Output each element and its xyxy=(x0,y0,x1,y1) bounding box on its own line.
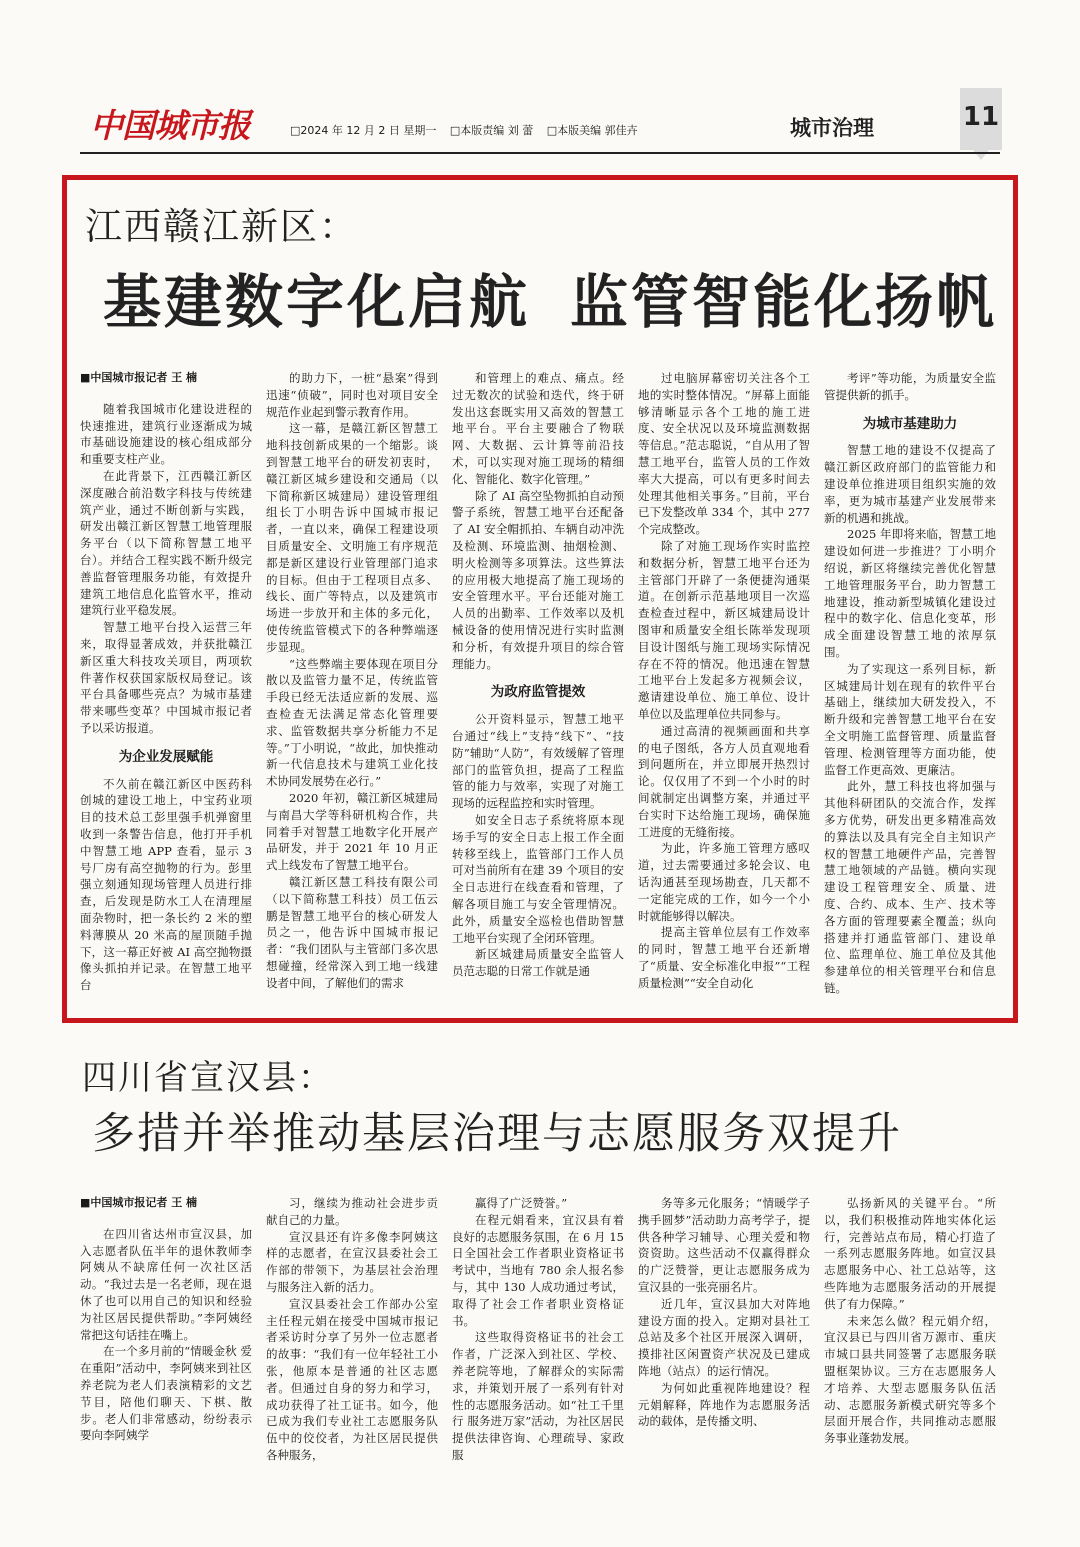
masthead xyxy=(80,100,1000,152)
article1-title-a: 基建数字化启航 xyxy=(103,268,531,336)
page-number: 11 xyxy=(960,88,1002,150)
paragraph: 和管理上的难点、痛点。经过无数次的试验和迭代，终于研发出这套既实用又高效的智慧工地平台。平台主要融合了物联网、大数据、云计算等前沿技术，可以实现对施工现场的精细化、智能化、数字化管理。” xyxy=(452,371,624,486)
paragraph: 近几年，宣汉县加大对阵地建设方面的投入。定期对县社工总站及多个社区开展深入调研，摸排社区闲置资产状况及已建成阵地（站点）的运行情况。 xyxy=(638,1296,810,1378)
paragraph: 未来怎么做？程元娟介绍，宜汉县已与四川省万源市、重庆市城口县共同签署了志愿服务联盟框架协议。三方在志愿服务人才培养、大型志愿服务队伍活动、志愿服务新模式研究等多个层面开展合作，共同推动志愿服务事业蓬勃发展。 xyxy=(824,1313,996,1446)
paragraph: 习，继续为推动社会进步贡献自己的力量。 xyxy=(266,1196,438,1227)
paragraph: 在此背景下，江西赣江新区深度融合前沿数字科技与传统建筑产业，通过不断创新与实践，研发出赣江新区智慧工地管理服务平台（以下简称智慧工地平台）。并结合工程实践不断升级完善监督管理服务功能，有效提升建筑工地信息化监管水平，推动建筑行业平稳发展。 xyxy=(80,468,252,618)
article1-col-1 xyxy=(80,370,252,1010)
page-designer: □本版美编 郭佳卉 xyxy=(546,124,638,137)
article2-col-5 xyxy=(824,1195,996,1525)
paragraph: 除了对施工现场作实时监控和数据分析，智慧工地平台还为主管部门开辟了一条便捷沟通渠道。在创新示范基地项目一次巡查检查过程中，新区城建局设计图审和质量安全组长陈举发现项目设计图纸与施工现场实际情况存在不符的情况。他迅速在智慧工地平台上发起多方视频会议，邀请建设单位、施工单位、设计单位以及监理单位共同参与。 xyxy=(638,538,810,721)
paragraph: 考评”等功能，为质量安全监管提供新的抓手。 xyxy=(824,371,996,402)
paragraph: 不久前在赣江新区中医药科创城的建设工地上，中宝药业项目的技术总工彭里强手机弹窗里收到一条警告信息，他打开手机中智慧工地 APP 查看，显示 3 号厂房有高空抛物的行为。彭里强立刻通知现场管理人员进行排查，后发现是防水工人在清理屋面杂物时，把一条长约 2 米的塑料薄膜从 20 米高的屋顶随手抛下，这一幕正好被 AI 高空抛物摄像头抓拍并记录。在智慧工地平台 xyxy=(80,776,252,993)
article1-col-5 xyxy=(824,370,996,1010)
paragraph: 除了 AI 高空坠物抓拍自动预警子系统，智慧工地平台还配备了 AI 安全帽抓拍、车辆自动冲洗及检测、环境监测、抽烟检测、明火检测等多项算法。这些算法的应用极大地提高了施工现场的安全管理水平。平台还能对施工人员的出勤率、工作效率以及机械设备的使用情况进行实时监测和分析，有效提升项目的综合管理能力。 xyxy=(452,488,624,671)
subhead-enterprise: 为企业发展赋能 xyxy=(118,748,214,765)
newspaper-logo: 中国城市报 xyxy=(90,106,250,145)
article2-col-2 xyxy=(266,1195,438,1525)
article1-col-4 xyxy=(638,370,810,1010)
paragraph: 宣汉县还有许多像李阿姨这样的志愿者，在宣汉县委社会工作部的带领下，为基层社会治理与服务注入新的活力。 xyxy=(266,1229,438,1294)
issue-meta xyxy=(290,122,648,138)
header-rule xyxy=(80,152,1000,154)
paragraph: 提高主管单位层有工作效率的同时，智慧工地平台还新增了“质量、安全标准化申报”“工程质量检测”“安全自动化 xyxy=(638,925,810,990)
article1-col-3 xyxy=(452,370,624,1010)
paragraph: “这些弊端主要体现在项目分散以及监管力量不足，传统监管手段已经无法适应新的发展、巡查检查无法满足常态化管理要求、监管数据共享分析能力不足等。”丁小明说，“故此，加快推动新一代信息技术与建筑工业化技术协同发展势在必行。” xyxy=(266,656,438,789)
paragraph: 赣江新区慧工科技有限公司（以下简称慧工科技）员工伍云鹏是智慧工地平台的核心研发人员之一，他告诉中国城市报记者：“我们团队与主管部门多次思想碰撞，经常深入到工地一线建设者中间，了解他们的需求 xyxy=(266,874,438,990)
paragraph: 2020 年初，赣江新区城建局与南昌大学等科研机构合作，共同着手对智慧工地数字化开展产品研发，并于 2021 年 10 月正式上线发布了智慧工地平台。 xyxy=(266,790,438,873)
paragraph: 随着我国城市化建设进程的快速推进，建筑行业逐渐成为城市基础设施建设的核心组成部分和重要支柱产业。 xyxy=(80,401,252,467)
article2-col-1 xyxy=(80,1195,252,1525)
paragraph: 公开资料显示，智慧工地平台通过“线上”支持“线下”、“技防”辅助“人防”，有效缓解了管理部门的监管负担，提高了工程监管的能力与效率，实现了对施工现场的远程监控和实时管理。 xyxy=(452,712,624,811)
article2-title: 多措并举推动基层治理与志愿服务双提升 xyxy=(92,1109,902,1159)
paragraph: 智慧工地平台投入运营三年来，取得显著成效，并获批赣江新区重大科技攻关项目，两项软件著作权获国家版权局登记。该平台具备哪些亮点？为城市基建带来哪些变革？中国城市报记者予以采访报道。 xyxy=(80,620,252,735)
paragraph: 弘扬新风的关键平台。“所以，我们积极推动阵地实体化运行，完善站点布局，精心打造了一系列志愿服务阵地。如宣汉县志愿服务中心、社工总站等，这些阵地为志愿服务活动的开展提供了有力保障。” xyxy=(824,1196,996,1311)
page-editor: □本版责编 刘 蕾 xyxy=(449,124,534,137)
paragraph: 为何如此重视阵地建设？程元娟解释，阵地作为志愿服务活动的载体，是传播文明、 xyxy=(638,1380,810,1429)
article1-col-2 xyxy=(266,370,438,1010)
article1-subtitle: 江西赣江新区： xyxy=(85,205,358,248)
paragraph: 宣汉县委社会工作部办公室主任程元娟在接受中国城市报记者采访时分享了另外一位志愿者的故事：“我们有一位年轻社工小张，他原本是普通的社区志愿者。但通过自身的努力和学习，成功获得了社工证书。如今，他已成为我们专业社工志愿服务队伍中的佼佼者，为社区居民提供各种服务， xyxy=(266,1296,438,1462)
article2-subtitle: 四川省宣汉县： xyxy=(82,1058,334,1098)
section-name: 城市治理 xyxy=(790,116,874,140)
issue-date: □2024 年 12 月 2 日 星期一 xyxy=(290,124,437,137)
article2-col-4 xyxy=(638,1195,810,1525)
paragraph: 2025 年即将来临，智慧工地建设如何进一步推进？丁小明介绍说，新区将继续完善优化智慧工地管理服务平台，助力智慧工地建设，推动新型城镇化建设过程中的数字化、信息化变革，形成全面建设智慧工地的浓厚氛围。 xyxy=(824,527,996,659)
subhead-gov: 为政府监管提效 xyxy=(490,684,586,701)
paragraph: 新区城建局质量安全监管人员范志聪的日常工作就是通 xyxy=(452,947,624,979)
paragraph: 在四川省达州市宣汉县，加入志愿者队伍半年的退休教师李阿姨从不缺席任何一次社区活动。“我过去是一名老师，现在退休了也可以用自己的知识和经验为社区居民提供帮助。”李阿姨经常把这句话挂在嘴上。 xyxy=(80,1226,252,1342)
paragraph: 这一幕，是赣江新区智慧工地科技创新成果的一个缩影。谈到智慧工地平台的研发初衷时，赣江新区城乡建设和交通局（以下简称新区城建局）建设管理组组长丁小明告诉中国城市报记者，一直以来，确保工程建设项目质量安全、文明施工有序规范都是新区建设行业管理部门追求的目标。但由于工程项目点多、线长、面广等特点，以及建筑市场进一步放开和主体的多元化，使传统监管模式下的各种弊端逐步显现。 xyxy=(266,421,438,654)
paragraph: 过电脑屏幕密切关注各个工地的实时整体情况。“屏幕上面能够清晰显示各个工地的施工进度、安全状况以及环境监测数据等信息。”范志聪说，“自从用了智慧工地平台，监管人员的工作效率大大提高，可以有更多时间去处理其他相关事务。”目前，平台已下发整改单 334 个，其中 277 个完成整改。 xyxy=(638,371,810,537)
paragraph: 在程元娟看来，宜汉县有着良好的志愿服务氛围，在 6 月 15 日全国社会工作者职业资格证书考试中，当地有 780 余人报名参与，其中 130 人成功通过考试，取得了社会工作者职业资格证书。 xyxy=(452,1212,624,1328)
subhead-infra: 为城市基建助力 xyxy=(862,415,958,432)
paragraph: 如安全日志子系统将原本现场手写的安全日志上报工作全面转移至线上，监管部门工作人员可对当前所有在建 39 个项目的安全日志进行在线查看和管理，了解各项目施工与安全管理情况。此外，质量安全巡检也借助智慧工地平台实现了全闭环管理。 xyxy=(452,812,624,945)
paragraph: 智慧工地的建设不仅提高了赣江新区政府部门的监管能力和建设单位推进项目组织实施的效率，更为城市基建产业发展带来新的机遇和挑战。 xyxy=(824,443,996,525)
paragraph: 为此，许多施工管理方感叹道，过去需要通过多轮会议、电话沟通甚至现场勘查，几天都不一定能完成的工作，如今一个小时就能够得以解决。 xyxy=(638,841,810,923)
paragraph: 为了实现这一系列目标，新区城建局计划在现有的软件平台基础上，继续加大研发投入，不断升级和完善智慧工地平台在安全文明施工监督管理、质量监督管理、检测管理等方面功能，使监督工作更高效、更廉洁。 xyxy=(824,661,996,777)
paragraph: 此外，慧工科技也将加强与其他科研团队的交流合作，发挥多方优势，研发出更多精准高效的算法以及具有完全自主知识产权的智慧工地硬件产品，完善智慧工地领域的产品链。横向实现建设工程管理安全、质量、进度、合约、成本、生产、技术等各方面的管理要素全覆盖；纵向搭建并打通监管部门、建设单位、监理单位、施工单位及其他参建单位的相关管理平台和信息链。 xyxy=(824,779,996,995)
paragraph: 的助力下，一桩“悬案”得到迅速“侦破”，同时也对项目安全规范作业起到警示教育作用。 xyxy=(266,371,438,419)
paragraph: 赢得了广泛赞誉。” xyxy=(475,1196,568,1210)
article2-byline: ■中国城市报记者 王 楠 xyxy=(80,1196,198,1209)
paragraph: 通过高清的视频画面和共享的电子图纸，各方人员直观地看到问题所在，并立即展开热烈讨论。仅仅用了不到一个小时的时间就制定出调整方案，并通过平台实时下达给施工现场，确保施工进度的无缝衔接。 xyxy=(638,723,810,839)
article2-body xyxy=(80,1195,1000,1525)
article1-byline: ■中国城市报记者 王 楠 xyxy=(80,371,198,384)
article2-col-3 xyxy=(452,1195,624,1525)
article1-body xyxy=(80,370,1000,1010)
article1-title-b: 监管智能化扬帆 xyxy=(570,268,998,336)
paragraph: 这些取得资格证书的社会工作者，广泛深入到社区、学校、养老院等地，了解群众的实际需求，并策划开展了一系列有针对性的志愿服务活动。如“社工千里行 服务进万家”活动，为社区居民提供法律咨询、心理疏导、家政服 xyxy=(452,1330,624,1462)
paragraph: 在一个多月前的“情暖金秋 爱在重阳”活动中，李阿姨来到社区养老院为老人们表演精彩的文艺节目，陪他们聊天、下棋、散步。老人们非常感动，纷纷表示要向李阿姨学 xyxy=(80,1344,252,1443)
paragraph: 务等多元化服务；“情暖学子 携手圆梦”活动助力高考学子，提供各种学习辅导、心理关爱和物资资助。这些活动不仅赢得群众的广泛赞誉，更让志愿服务成为宣汉县的一张亮丽名片。 xyxy=(638,1196,810,1294)
article1-title xyxy=(103,255,997,339)
